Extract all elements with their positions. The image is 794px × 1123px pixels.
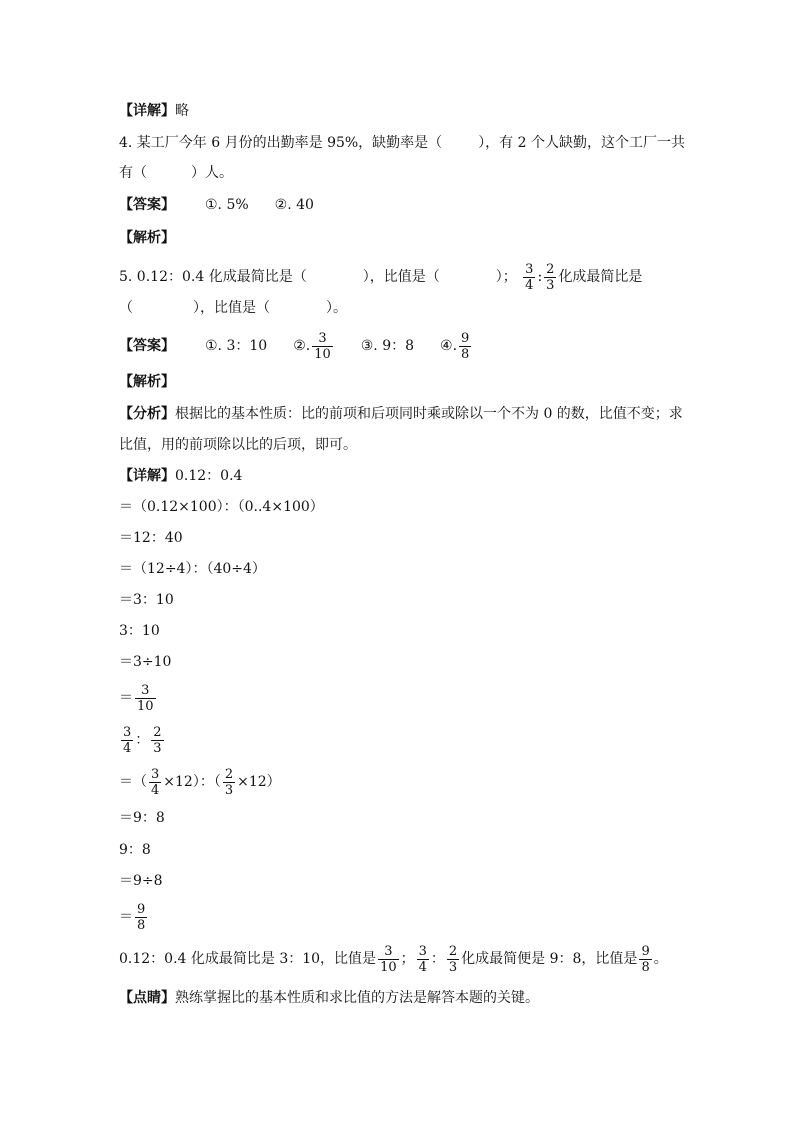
q4-text-a: 4. 某工厂今年 6 月份的出勤率是 95%，缺勤率是（ bbox=[119, 135, 443, 151]
q5-text-c: ）； bbox=[495, 269, 517, 285]
step-line: ＝ $\frac{3}{10}$ bbox=[119, 682, 154, 714]
step-line: ＝12：40 bbox=[119, 530, 183, 546]
detail-text: 略 bbox=[175, 103, 189, 119]
dianjing-tag: 【点睛】 bbox=[119, 990, 175, 1006]
fraction: $\frac{3}{10}$ bbox=[380, 943, 397, 975]
step-line: ＝3÷10 bbox=[119, 654, 172, 670]
step-line: 9：8 bbox=[119, 842, 151, 858]
q4-text-c: 有（ bbox=[119, 165, 147, 181]
dianjing-text: 熟练掌握比的基本性质和求比值的方法是解答本题的关键。 bbox=[175, 990, 539, 1006]
q5-text-b: ），比值是（ bbox=[362, 269, 440, 285]
fraction: $\frac{3}{4}$ bbox=[525, 261, 534, 293]
q5-analysis-tag: 【解析】 bbox=[119, 374, 175, 390]
prev-detail-line bbox=[119, 101, 189, 121]
q5-line2: （ ），比值是（ ）。 bbox=[119, 300, 347, 316]
fraction: $\frac{3}{4}$ bbox=[123, 724, 132, 756]
fenxi-tag: 【分析】 bbox=[119, 406, 175, 422]
q5-detail-line: 【详解】0.12：0.4 bbox=[119, 468, 243, 484]
fraction: $\frac{3}{4}$ bbox=[418, 943, 427, 975]
step-line: ＝（12÷4）：（40÷4） bbox=[119, 561, 266, 577]
q4-line1 bbox=[119, 133, 685, 153]
fraction: $\frac{3}{10}$ bbox=[314, 330, 331, 362]
q4-text-d: ）人。 bbox=[191, 165, 233, 181]
answer-tag: 【答案】 bbox=[119, 338, 175, 354]
step-line: ＝9：8 bbox=[119, 810, 165, 826]
answer-tag: 【答案】 bbox=[119, 197, 175, 213]
step-line: 3：10 bbox=[119, 623, 160, 639]
fraction: $\frac{3}{4}$ bbox=[151, 766, 160, 798]
step-line: ＝3：10 bbox=[119, 592, 174, 608]
q5-answer-1: ①. 3：10 bbox=[205, 338, 268, 354]
step-line: $\frac{3}{4}$ ： $\frac{2}{3}$ bbox=[123, 724, 162, 756]
q4-answer-line bbox=[119, 195, 314, 215]
detail-tag: 【详解】 bbox=[119, 103, 175, 119]
q4-answer-1: ①. 5% bbox=[205, 197, 249, 213]
dianjing-line bbox=[119, 988, 539, 1008]
fraction: $\frac{9}{8}$ bbox=[641, 943, 650, 975]
q5-answer-line bbox=[119, 330, 473, 362]
q5-line1: 5. 0.12：0.4 化成最简比是（ ），比值是（ ）； $\frac{3}{4}$ : $\frac{2}{3}$ 化成最简比是 bbox=[119, 261, 643, 293]
fenxi-text-1: 根据比的基本性质：比的前项和后项同时乘或除以一个不为 0 的数，比值不变；求 bbox=[175, 406, 683, 422]
q4-analysis-tag: 【解析】 bbox=[119, 230, 175, 246]
q5-fenxi-line1 bbox=[119, 404, 683, 424]
fraction: $\frac{2}{3}$ bbox=[546, 261, 555, 293]
fraction: $\frac{2}{3}$ bbox=[224, 766, 234, 798]
fraction: $\frac{9}{8}$ bbox=[137, 901, 146, 933]
step-line: ＝（0.12×100）：（0..4×100） bbox=[119, 499, 324, 515]
fraction: $\frac{2}{3}$ bbox=[448, 943, 458, 975]
step-line: ＝9÷8 bbox=[119, 873, 163, 889]
fraction: $\frac{2}{3}$ bbox=[153, 724, 162, 756]
q5-text-d: 化成最简比是 bbox=[558, 269, 643, 285]
q5-fenxi-line2: 比值，用的前项除以比的后项，即可。 bbox=[119, 437, 357, 453]
q5-answer-3: ③. 9：8 bbox=[360, 338, 415, 354]
fraction: $\frac{3}{10}$ bbox=[137, 682, 154, 714]
step-line: ＝ $\frac{9}{8}$ bbox=[119, 901, 146, 933]
summary-line: 0.12：0.4 化成最简比是 3：10，比值是 $\frac{3}{10}$ ； $\frac{3}{4}$ ： $\frac{2}{3}$ 化成最简便是 9：8，比值是 $\frac{9}{8}$ 。 bbox=[119, 943, 668, 975]
q5-text-a: 5. 0.12：0.4 化成最简比是（ bbox=[119, 269, 307, 285]
q5-answer-4-label: ④. bbox=[440, 338, 458, 354]
detail-tag: 【详解】 bbox=[119, 468, 175, 484]
q4-text-b: ），有 2 个人缺勤，这个工厂一共 bbox=[478, 135, 685, 151]
q4-line2 bbox=[119, 163, 233, 183]
q4-answer-2: ②. 40 bbox=[274, 197, 314, 213]
q5-answer-2-label: ②. bbox=[293, 338, 311, 354]
step-line: ＝（ $\frac{3}{4}$ ×12）：（ $\frac{2}{3}$ ×12） bbox=[119, 766, 281, 798]
fraction: $\frac{9}{8}$ bbox=[461, 330, 470, 362]
